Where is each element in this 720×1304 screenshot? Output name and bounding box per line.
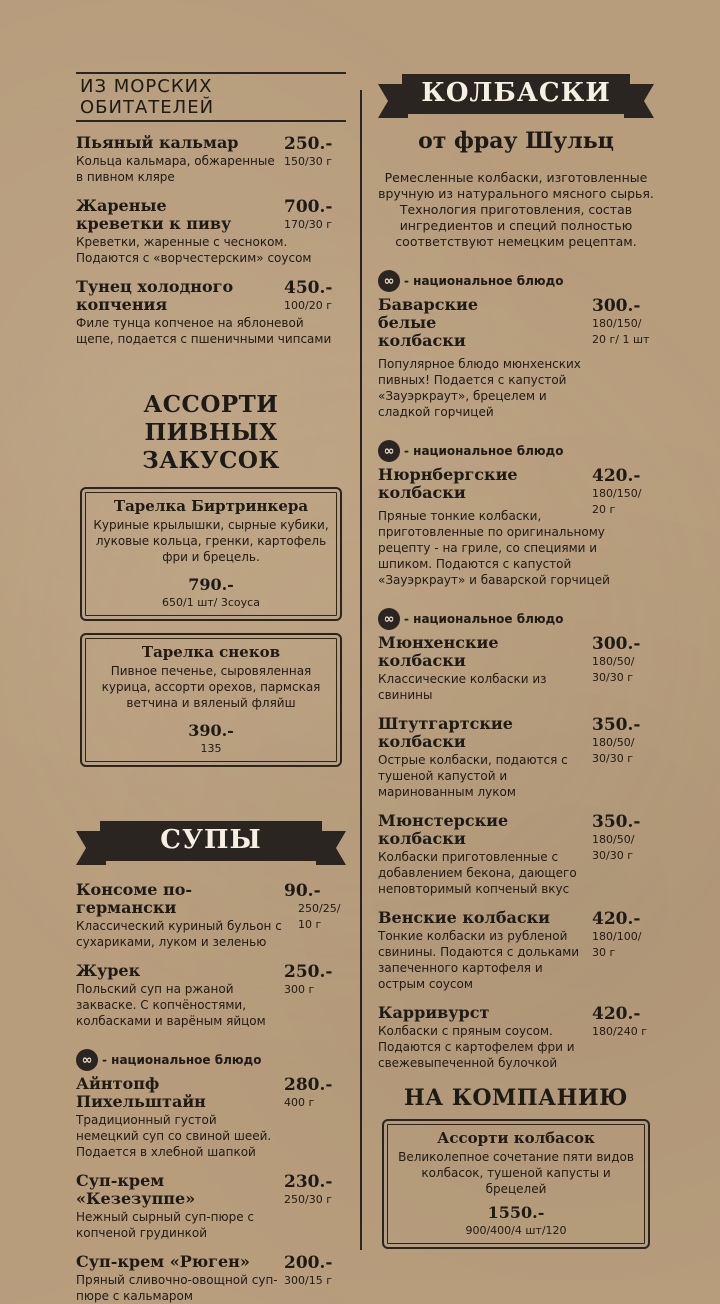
menu-item [76, 1253, 346, 1304]
platter-box [80, 633, 342, 767]
pretzel-icon: ∞ [378, 608, 400, 630]
item-price: 450.- [284, 278, 333, 298]
pretzel-icon: ∞ [76, 1049, 98, 1071]
item-price: 300.- [592, 296, 641, 316]
item-weight: 180/50/ 30/30 г [592, 833, 635, 862]
item-desc: Нежный сырный суп-пюре с копченой грудинкой [76, 1210, 255, 1240]
item-desc: Креветки, жаренные с чесноком. Подаются с «ворчестерским» соусом [76, 235, 312, 265]
item-weight: 180/150/ 20 г/ 1 шт [592, 317, 650, 346]
national-dish-text: - национальное блюдо [404, 274, 564, 288]
item-name: Консоме по-германски [76, 880, 193, 917]
item-desc: Пряные тонкие колбаски, приготовленные по оригинальному рецепту - на гриле, со специями и шпиком. Подаются с капустой «Зауэркраут» и баварской горчицей [378, 509, 610, 587]
platter-price: 390.- [188, 721, 234, 740]
item-price: 90.- [284, 881, 321, 901]
left-column [76, 60, 346, 1304]
menu-item [76, 197, 346, 266]
national-dish-text: - национальное блюдо [404, 444, 564, 458]
menu-item [76, 1172, 346, 1241]
menu-item [76, 278, 346, 347]
item-name: Журек [76, 961, 141, 980]
national-dish-label [378, 608, 654, 630]
platter-box [80, 487, 342, 621]
item-desc: Колбаски приготовленные с добавлением бекона, дающего неповторимый копченый вкус [378, 850, 577, 896]
platter-desc: Пивное печенье, сыровяленная курица, ассорти орехов, пармская ветчина и вяленый фляйш [101, 664, 321, 710]
menu-item [378, 909, 654, 992]
item-weight: 300 г [284, 983, 315, 996]
menu-item [378, 1004, 654, 1071]
item-weight: 180/50/ 30/30 г [592, 655, 635, 684]
item-name: Венские колбаски [378, 908, 551, 927]
item-desc: Колбаски с пряным соусом. Подаются с картофелем фри и свежевыпеченной булочкой [378, 1024, 575, 1070]
item-weight: 180/150/ 20 г [592, 487, 642, 516]
item-name: Баварские белые колбаски [378, 295, 479, 350]
company-title: НА КОМПАНИЮ [404, 1085, 628, 1111]
platter-name: Тарелка Биртринкера [113, 497, 309, 515]
menu-item [378, 466, 654, 588]
item-desc: Классический куриный бульон с сухариками, луком и зеленью [76, 919, 282, 949]
soups-title: СУПЫ [160, 825, 262, 855]
sausages-subtitle: от фрау Шульц [418, 128, 614, 154]
item-name: Суп-крем «Кезезуппе» [76, 1171, 196, 1208]
item-price: 420.- [592, 909, 641, 929]
company-item-desc: Великолепное сочетание пяти видов колбасок, тушеной капусты и брецелей [398, 1150, 634, 1196]
item-weight: 150/30 г [284, 155, 332, 168]
item-price: 200.- [284, 1253, 333, 1273]
item-price: 350.- [592, 715, 641, 735]
item-price: 420.- [592, 466, 641, 486]
menu-item [378, 296, 654, 420]
item-desc: Классические колбаски из свинины [378, 672, 547, 702]
national-dish-text: - национальное блюдо [102, 1053, 262, 1067]
item-price: 250.- [284, 134, 333, 154]
item-weight: 170/30 г [284, 218, 332, 231]
item-weight: 250/25/ 10 г [298, 902, 341, 931]
item-weight: 180/50/ 30/30 г [592, 736, 635, 765]
pretzel-icon: ∞ [378, 270, 400, 292]
item-desc: Тонкие колбаски из рубленой свинины. Подаются с дольками запеченного картофеля и острым соусом [378, 929, 580, 991]
item-weight: 300/15 г [284, 1274, 332, 1287]
item-desc: Кольца кальмара, обжаренные в пивном кляре [76, 154, 275, 184]
menu-item [76, 1075, 346, 1160]
company-item-weight: 900/400/4 шт/120 [465, 1224, 567, 1237]
platter-name: Тарелка снеков [141, 643, 281, 661]
right-column [378, 60, 654, 1249]
company-box [382, 1119, 650, 1249]
menu-item [378, 812, 654, 897]
platter-weight: 135 [200, 742, 222, 755]
item-desc: Польский суп на ржаной закваске. С копчёностями, колбасками и варёным яйцом [76, 982, 266, 1028]
item-price: 250.- [284, 962, 333, 982]
item-desc: Пряный сливочно-овощной суп-пюре с кальмаром [76, 1273, 278, 1303]
menu-item [76, 134, 346, 185]
item-price: 420.- [592, 1004, 641, 1024]
assorti-title: АССОРТИ ПИВНЫХ ЗАКУСОК [142, 391, 280, 474]
item-name: Жареные креветки к пиву [76, 196, 232, 233]
item-name: Пьяный кальмар [76, 133, 239, 152]
platter-price: 790.- [188, 575, 234, 594]
national-dish-label [378, 270, 654, 292]
item-weight: 180/100/ 30 г [592, 930, 642, 959]
item-name: Суп-крем «Рюген» [76, 1252, 250, 1271]
menu-item [378, 634, 654, 703]
item-desc: Филе тунца копченое на яблоневой щепе, подается с пшеничными чипсами [76, 316, 332, 346]
menu-item [378, 715, 654, 800]
company-item-price: 1550.- [487, 1203, 545, 1222]
item-weight: 180/240 г [592, 1025, 647, 1038]
item-desc: Острые колбаски, подаются с тушеной капустой и маринованным луком [378, 753, 568, 799]
item-name: Айнтопф Пихельштайн [76, 1074, 206, 1111]
national-dish-label [378, 440, 654, 462]
item-price: 700.- [284, 197, 333, 217]
item-price: 230.- [284, 1172, 333, 1192]
item-weight: 100/20 г [284, 299, 332, 312]
item-name: Штутгартские колбаски [378, 714, 513, 751]
column-divider [360, 90, 362, 1250]
item-desc: Традиционный густой немецкий суп со свиной шеей. Подается в хлебной шапкой [76, 1113, 272, 1159]
item-price: 300.- [592, 634, 641, 654]
soups-banner [76, 817, 346, 869]
item-name: Тунец холодного копчения [76, 277, 234, 314]
menu-item [76, 962, 346, 1029]
item-name: Карривурст [378, 1003, 490, 1022]
platter-desc: Куриные крылышки, сырные кубики, луковые кольца, гренки, картофель фри и брецель. [93, 518, 329, 564]
sausages-intro: Ремесленные колбаски, изготовленные вручную из натурального мясного сырья. Технология приготовления, состав ингредиентов и специй полностью соответствуют немецким рецептам. [378, 170, 654, 249]
company-item-name: Ассорти колбасок [437, 1129, 595, 1147]
item-price: 350.- [592, 812, 641, 832]
item-price: 280.- [284, 1075, 333, 1095]
seafood-title: ИЗ МОРСКИХ ОБИТАТЕЛЕЙ [76, 72, 346, 122]
item-name: Мюнхенские колбаски [378, 633, 499, 670]
sausages-banner [378, 70, 654, 122]
menu-item [76, 881, 346, 950]
item-desc: Популярное блюдо мюнхенских пивных! Подается с капустой «Зауэркраут», брецелем и сладкой горчицей [378, 357, 581, 419]
national-dish-text: - национальное блюдо [404, 612, 564, 626]
pretzel-icon: ∞ [378, 440, 400, 462]
item-name: Нюрнбергские колбаски [378, 465, 518, 502]
national-dish-label [76, 1049, 346, 1071]
sausages-title: КОЛБАСКИ [421, 78, 611, 108]
item-name: Мюнстерские колбаски [378, 811, 509, 848]
platter-weight: 650/1 шт/ 3соуса [162, 596, 260, 609]
item-weight: 250/30 г [284, 1193, 332, 1206]
item-weight: 400 г [284, 1096, 315, 1109]
